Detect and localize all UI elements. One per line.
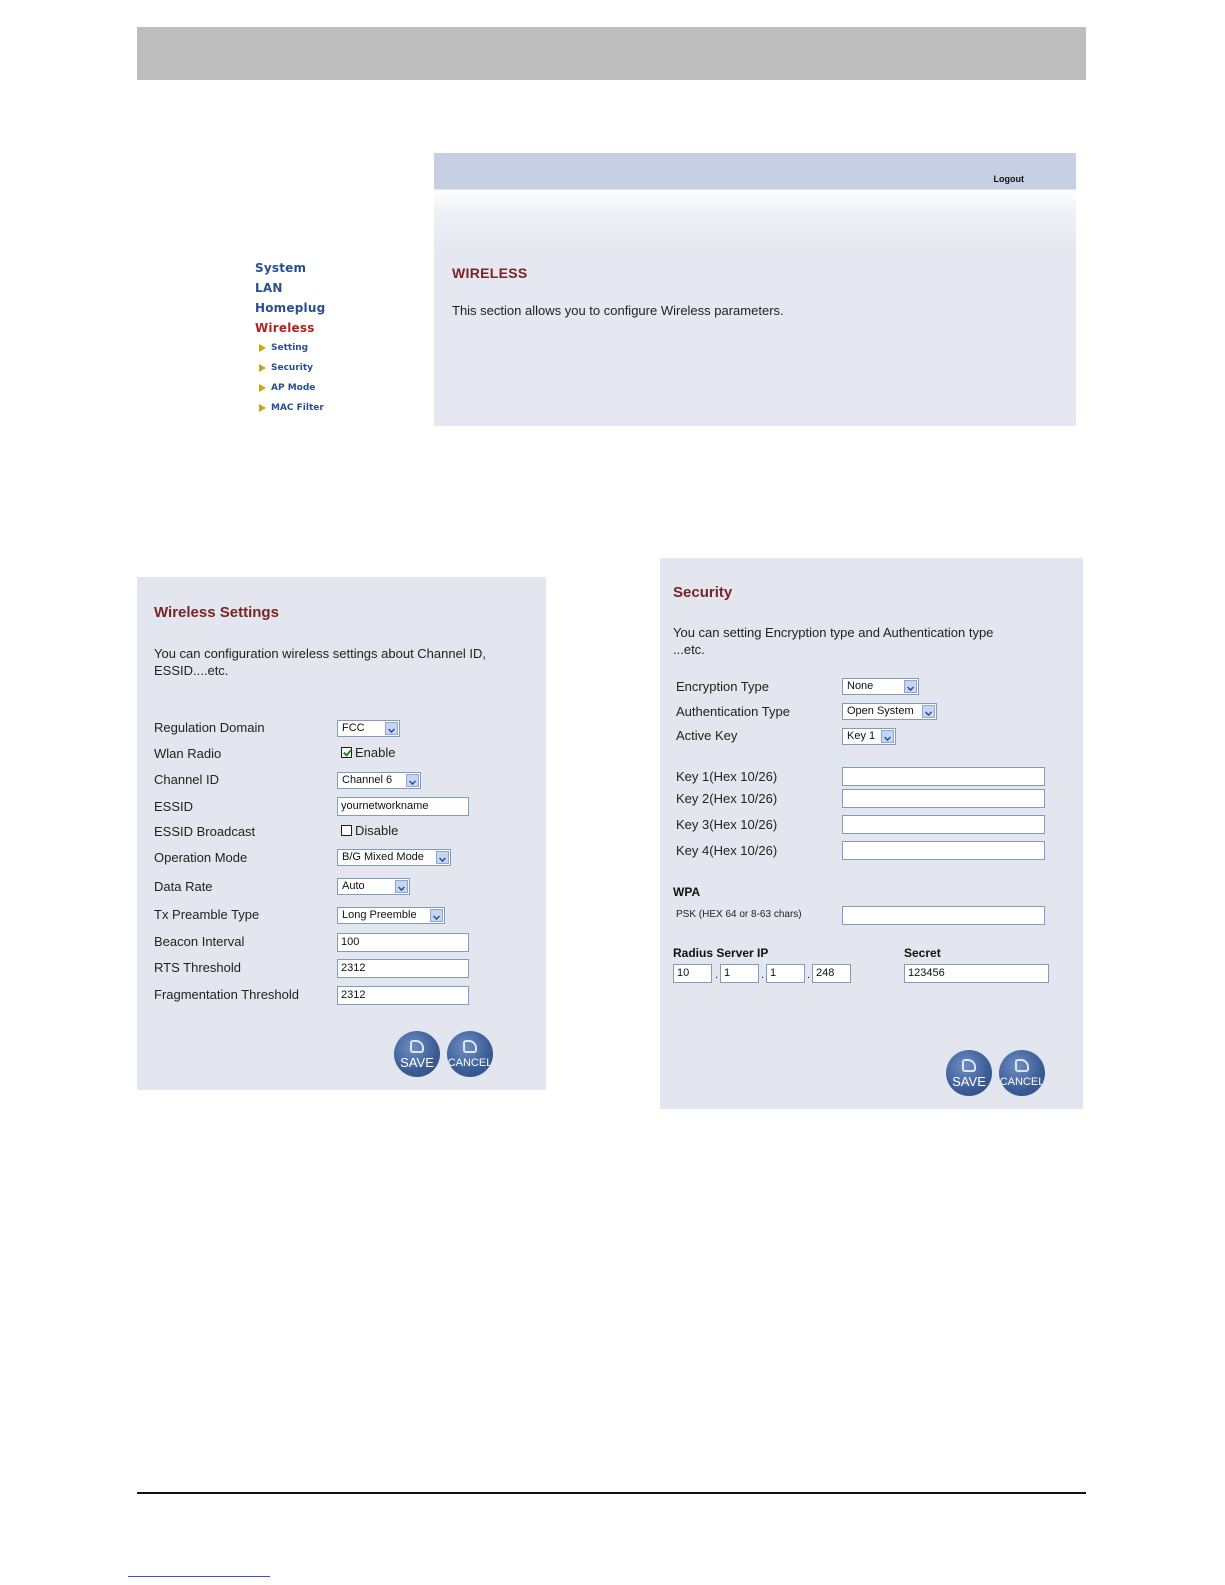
- arrow-right-icon: [259, 384, 266, 392]
- wlan-radio-label: Wlan Radio: [154, 746, 222, 761]
- radius-ip-octet-2[interactable]: 1: [720, 964, 759, 983]
- nav-subitem-security[interactable]: Security: [255, 358, 425, 378]
- radius-ip-octet-4[interactable]: 248: [812, 964, 851, 983]
- active-key-select[interactable]: Key 1: [842, 728, 896, 745]
- secret-input[interactable]: 123456: [904, 964, 1049, 983]
- wpa-heading: WPA: [673, 885, 701, 899]
- channel-id-select[interactable]: Channel 6: [337, 772, 421, 789]
- arrow-right-icon: [259, 404, 266, 412]
- encryption-type-label: Encryption Type: [676, 679, 769, 694]
- chevron-down-icon: [406, 774, 419, 787]
- ip-separator: .: [807, 969, 811, 981]
- panel-title: Wireless Settings: [154, 604, 279, 621]
- tx-preamble-select[interactable]: Long Preemble: [337, 907, 445, 924]
- essid-broadcast-checkbox[interactable]: Disable: [341, 823, 398, 838]
- arrow-right-icon: [259, 344, 266, 352]
- trash-icon: [463, 1040, 477, 1053]
- save-icon: [962, 1059, 976, 1072]
- key1-input[interactable]: [842, 767, 1045, 786]
- authentication-type-select[interactable]: Open System: [842, 703, 937, 720]
- ip-separator: .: [761, 969, 765, 981]
- beacon-interval-label: Beacon Interval: [154, 934, 245, 949]
- panel-title: Security: [673, 584, 733, 601]
- tx-preamble-label: Tx Preamble Type: [154, 907, 260, 922]
- save-button[interactable]: SAVE: [394, 1031, 440, 1077]
- chevron-down-icon: [430, 909, 443, 922]
- key3-input[interactable]: [842, 815, 1045, 834]
- arrow-right-icon: [259, 364, 266, 372]
- fragmentation-threshold-input[interactable]: 2312: [337, 986, 469, 1005]
- checkbox-checked-icon: [341, 747, 352, 758]
- nav-item-system[interactable]: System: [255, 261, 307, 275]
- beacon-interval-input[interactable]: 100: [337, 933, 469, 952]
- encryption-type-select[interactable]: None: [842, 678, 919, 695]
- key4-input[interactable]: [842, 841, 1045, 860]
- essid-input[interactable]: yournetworkname: [337, 797, 469, 816]
- data-rate-select[interactable]: Auto: [337, 878, 410, 895]
- rts-threshold-label: RTS Threshold: [154, 960, 241, 975]
- page-description: This section allows you to configure Wireless parameters.: [452, 303, 784, 318]
- radius-ip-octet-1[interactable]: 10: [673, 964, 712, 983]
- cancel-button[interactable]: CANCEL: [447, 1031, 493, 1077]
- rts-threshold-input[interactable]: 2312: [337, 959, 469, 978]
- wireless-overview-panel: [434, 153, 1076, 426]
- key3-label: Key 3(Hex 10/26): [676, 817, 778, 832]
- trash-icon: [1015, 1059, 1029, 1072]
- psk-input[interactable]: [842, 906, 1045, 925]
- security-panel: [660, 558, 1083, 1109]
- psk-label: PSK (HEX 64 or 8-63 chars): [676, 909, 802, 920]
- authentication-type-label: Authentication Type: [676, 704, 790, 719]
- chevron-down-icon: [395, 880, 408, 893]
- nav-item-homeplug[interactable]: Homeplug: [255, 301, 326, 315]
- chevron-down-icon: [385, 722, 398, 735]
- essid-broadcast-label: ESSID Broadcast: [154, 824, 256, 839]
- cancel-button[interactable]: CANCEL: [999, 1050, 1045, 1096]
- logout-link[interactable]: Logout: [993, 174, 1024, 184]
- chevron-down-icon: [436, 851, 449, 864]
- nav-subitem-ap-mode[interactable]: AP Mode: [255, 378, 425, 398]
- chevron-down-icon: [922, 705, 935, 718]
- key2-input[interactable]: [842, 789, 1045, 808]
- fragmentation-threshold-label: Fragmentation Threshold: [154, 987, 300, 1002]
- panel-description: You can setting Encryption type and Authentication type ...etc.: [673, 625, 994, 657]
- panel-description: You can configuration wireless settings about Channel ID, ESSID....etc.: [154, 646, 486, 678]
- footer-link-underline: [128, 1576, 270, 1577]
- page-title: WIRELESS: [452, 265, 528, 281]
- key4-label: Key 4(Hex 10/26): [676, 843, 778, 858]
- regulation-domain-select[interactable]: FCC: [337, 720, 400, 737]
- wireless-settings-panel: [137, 577, 546, 1090]
- active-key-label: Active Key: [676, 728, 738, 743]
- ip-separator: .: [715, 969, 719, 981]
- chevron-down-icon: [904, 680, 917, 693]
- operation-mode-label: Operation Mode: [154, 850, 248, 865]
- chevron-down-icon: [881, 730, 894, 743]
- operation-mode-select[interactable]: B/G Mixed Mode: [337, 849, 451, 866]
- wlan-radio-checkbox[interactable]: Enable: [341, 745, 395, 760]
- regulation-domain-label: Regulation Domain: [154, 720, 265, 735]
- page-header-bar: [137, 27, 1086, 80]
- nav-subitem-mac-filter[interactable]: MAC Filter: [255, 398, 425, 418]
- key2-label: Key 2(Hex 10/26): [676, 791, 778, 806]
- channel-id-label: Channel ID: [154, 772, 220, 787]
- nav-item-lan[interactable]: LAN: [255, 281, 283, 295]
- checkbox-icon: [341, 825, 352, 836]
- data-rate-label: Data Rate: [154, 879, 213, 894]
- nav-subitem-setting[interactable]: Setting: [255, 338, 425, 358]
- sidebar-nav: [255, 258, 425, 418]
- key1-label: Key 1(Hex 10/26): [676, 769, 778, 784]
- footer-divider: [137, 1492, 1086, 1494]
- essid-label: ESSID: [154, 799, 194, 814]
- radius-server-ip-label: Radius Server IP: [673, 946, 769, 960]
- radius-ip-octet-3[interactable]: 1: [766, 964, 805, 983]
- save-button[interactable]: SAVE: [946, 1050, 992, 1096]
- nav-item-wireless[interactable]: Wireless: [255, 321, 315, 335]
- save-icon: [410, 1040, 424, 1053]
- secret-label: Secret: [904, 946, 941, 960]
